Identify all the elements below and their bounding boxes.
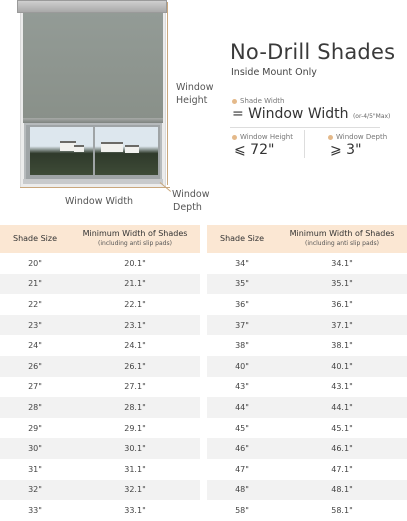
min-width-cell: 43.1": [331, 382, 353, 392]
shade-size-cell: 30": [0, 438, 70, 459]
min-width-cell: 44.1": [277, 397, 407, 418]
min-width-cell: 48.1": [277, 480, 407, 501]
shade-size-cell: 26": [0, 356, 70, 377]
min-width-cell: 45.1": [331, 423, 353, 433]
shade-size-cell: 22": [28, 299, 42, 309]
window-sill: [23, 179, 163, 184]
table-row: [0, 356, 200, 377]
min-width-cell: 58.1": [331, 505, 353, 515]
window-height-spec-label: Window Height: [232, 133, 293, 141]
min-width-cell: 40.1": [277, 356, 407, 377]
window-depth-spec-value: ⩾ 3": [330, 142, 362, 158]
table-row: [0, 274, 200, 295]
table-row: [207, 335, 407, 356]
size-table-left: [0, 225, 200, 521]
min-width-cell: 46.1": [277, 438, 407, 459]
min-width-cell: 32.1": [70, 480, 200, 501]
window-depth-spec-label: Window Depth: [328, 133, 387, 141]
shade-size-cell: 48": [207, 480, 277, 501]
bullet-dot-icon: [328, 135, 333, 140]
window-height-label: Window Height: [176, 82, 214, 106]
shade-size-cell: 31": [28, 464, 42, 474]
height-dimension-line: [167, 2, 168, 185]
table-row: [207, 418, 407, 439]
table-row: [0, 294, 200, 315]
table-row: [0, 253, 200, 274]
shade-size-cell: 37": [207, 315, 277, 336]
table-row: [207, 274, 407, 295]
min-width-cell: 34.1": [331, 258, 353, 268]
shade-size-cell: 20": [28, 258, 42, 268]
shade-size-cell: 35": [207, 274, 277, 295]
shade-size-cell: 34": [235, 258, 249, 268]
shade-size-cell: 27": [28, 382, 42, 392]
window-height-spec-value: ⩽ 72": [234, 142, 275, 158]
min-width-cell: 47.1": [331, 464, 353, 474]
table-row: [207, 356, 407, 377]
min-width-cell: 36.1": [331, 299, 353, 309]
shade-size-cell: 21": [0, 274, 70, 295]
shade-headrail: [17, 0, 167, 13]
column-header-min-width: Minimum Width of Shades (including anti slip pads): [277, 225, 407, 253]
table-row: [0, 438, 200, 459]
shade-size-cell: 45": [235, 423, 249, 433]
shade-size-cell: 58": [235, 505, 249, 515]
table-row: [0, 500, 200, 521]
table-row: [207, 397, 407, 418]
table-row: [207, 294, 407, 315]
table-row: [0, 315, 200, 336]
table-row: [207, 438, 407, 459]
min-width-cell: 20.1": [124, 258, 146, 268]
table-row: [0, 459, 200, 480]
min-width-cell: 38.1": [331, 341, 353, 351]
min-width-cell: 37.1": [277, 315, 407, 336]
shade-size-cell: 24": [28, 341, 42, 351]
min-width-cell: 30.1": [70, 438, 200, 459]
min-width-cell: 27.1": [124, 382, 146, 392]
size-table-right: [207, 225, 407, 521]
min-width-cell: 23.1": [70, 315, 200, 336]
table-row: [207, 459, 407, 480]
min-width-cell: 26.1": [70, 356, 200, 377]
shade-size-cell: 28": [0, 397, 70, 418]
shade-size-cell: 32": [0, 480, 70, 501]
table-row: [0, 377, 200, 398]
page-subtitle: Inside Mount Only: [231, 67, 317, 78]
shade-size-cell: 47": [235, 464, 249, 474]
spec-divider-vertical: [304, 130, 305, 158]
min-width-cell: 24.1": [124, 341, 146, 351]
table-row: [207, 377, 407, 398]
min-width-cell: 35.1": [277, 274, 407, 295]
min-width-cell: 22.1": [124, 299, 146, 309]
window-frame: [24, 123, 162, 181]
table-row: [207, 500, 407, 521]
shade-size-cell: 36": [235, 299, 249, 309]
min-width-cell: 31.1": [124, 464, 146, 474]
min-width-cell: 33.1": [124, 505, 146, 515]
window-pane-right: [95, 127, 158, 175]
table-row: [0, 397, 200, 418]
table-row: [207, 480, 407, 501]
table-row: [0, 480, 200, 501]
shade-size-cell: 46": [207, 438, 277, 459]
shade-size-cell: 43": [235, 382, 249, 392]
window-depth-label: Window Depth: [172, 189, 210, 213]
min-width-cell: 28.1": [70, 397, 200, 418]
min-width-cell: 29.1": [124, 423, 146, 433]
shade-size-cell: 23": [0, 315, 70, 336]
shade-size-cell: 40": [207, 356, 277, 377]
shade-width-label: Shade Width: [232, 97, 284, 105]
shade-size-cell: 29": [28, 423, 42, 433]
table-row: [207, 253, 407, 274]
column-header-min-width: Minimum Width of Shades (including anti slip pads): [70, 225, 200, 253]
shade-fabric: [23, 13, 163, 120]
width-dimension-line: [20, 187, 170, 188]
page-title: No-Drill Shades: [230, 40, 396, 64]
bullet-dot-icon: [232, 99, 237, 104]
shade-size-cell: 38": [235, 341, 249, 351]
window-pane-left: [30, 127, 93, 175]
table-row: [0, 335, 200, 356]
shade-size-cell: 44": [207, 397, 277, 418]
shade-size-cell: 33": [28, 505, 42, 515]
column-header-shade-size: Shade Size: [0, 225, 70, 253]
table-row: [207, 315, 407, 336]
window-width-label: Window Width: [65, 196, 134, 207]
shade-width-value: = Window Width (or-4/5"Max): [232, 106, 391, 122]
column-header-shade-size: Shade Size: [207, 225, 277, 253]
min-width-cell: 21.1": [70, 274, 200, 295]
table-row: [0, 418, 200, 439]
spec-divider: [230, 127, 380, 128]
bullet-dot-icon: [232, 135, 237, 140]
